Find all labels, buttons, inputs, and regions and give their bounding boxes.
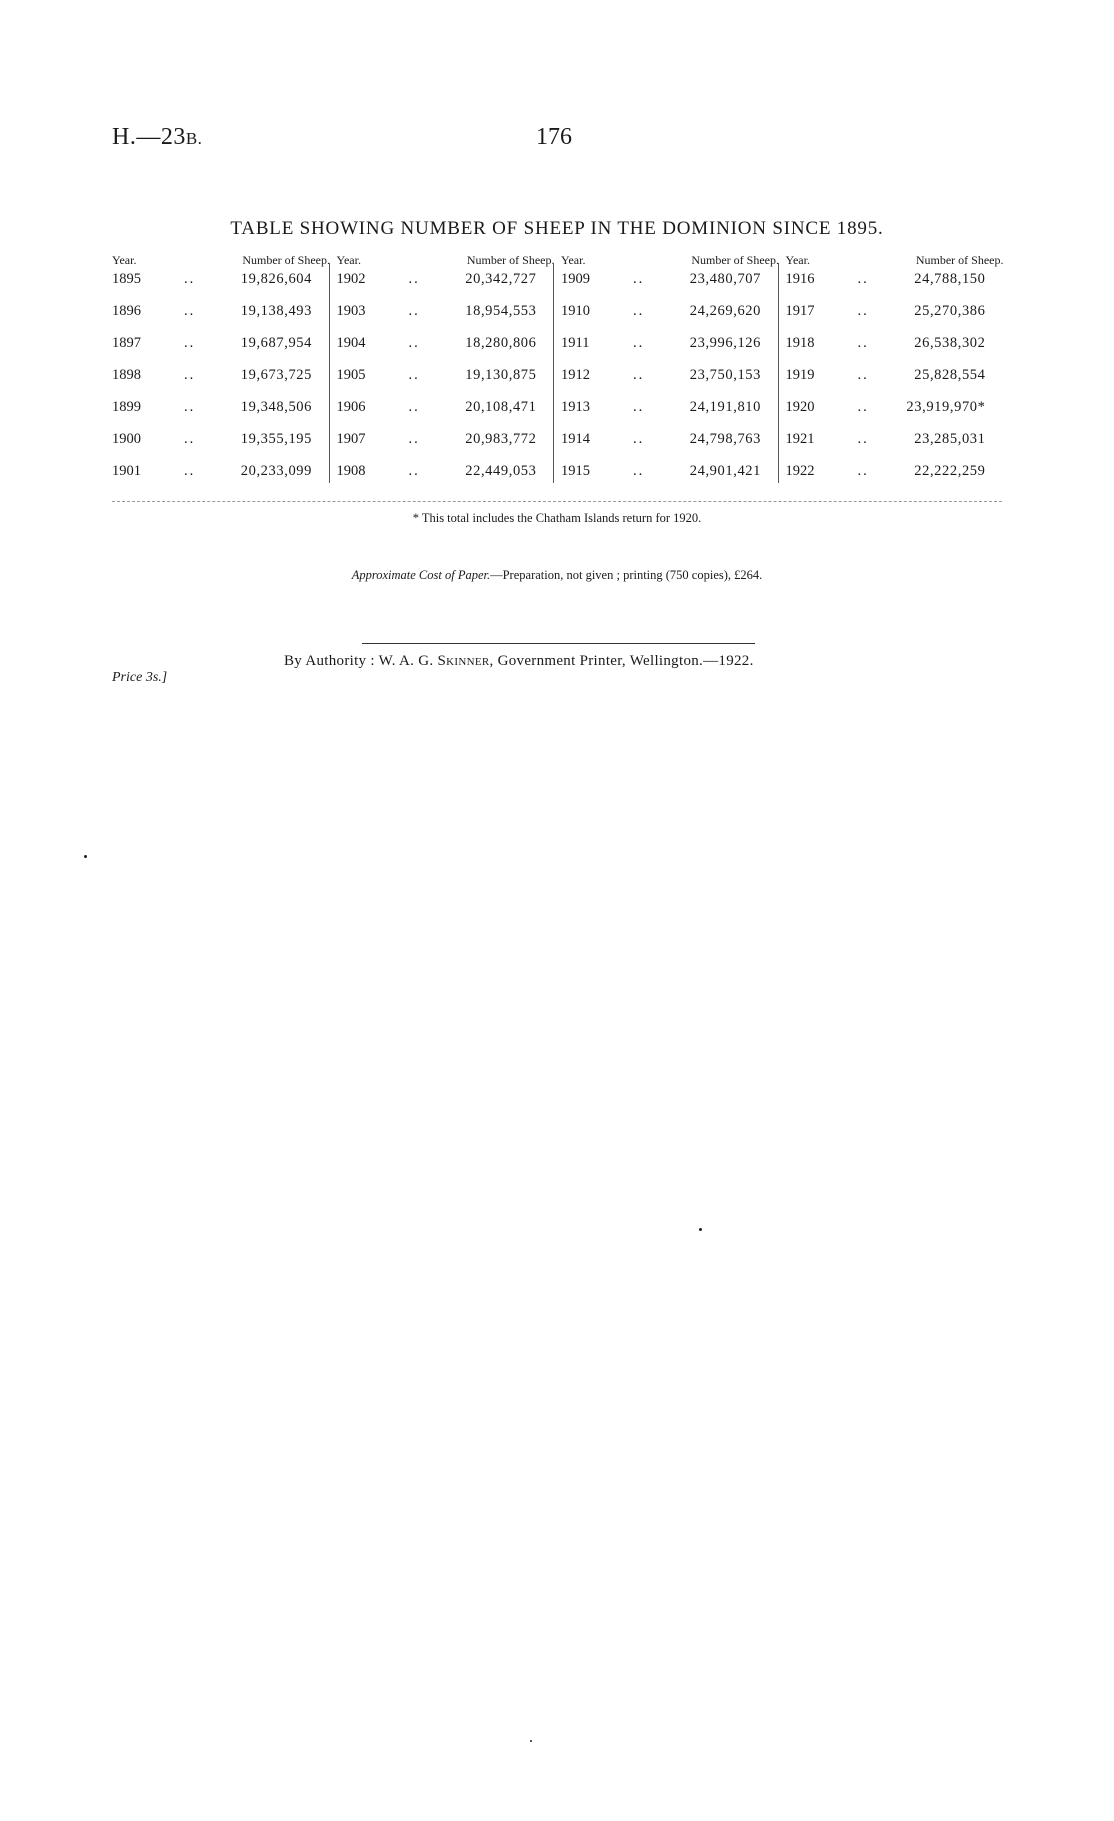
sheep-count-cell: 22,449,053: [465, 463, 537, 479]
sheep-count-cell: 24,269,620: [689, 303, 761, 319]
table-row: [333, 271, 557, 291]
year-cell: 1900: [112, 431, 141, 447]
table-bottom-rule: [112, 501, 1002, 502]
sheep-count-cell: 23,750,153: [689, 367, 761, 383]
sheep-count-cell: 23,480,707: [689, 271, 761, 287]
table-row: [782, 303, 1006, 323]
leader-dots: ..: [857, 431, 869, 447]
printer-name: Skinner: [437, 653, 490, 669]
table-row: [782, 271, 1006, 291]
scan-speck: [84, 855, 87, 858]
sheep-count-cell: 19,673,725: [240, 367, 312, 383]
leader-dots: ..: [184, 431, 196, 447]
year-cell: 1917: [785, 303, 815, 319]
header-year: Year.: [561, 253, 586, 267]
sheep-count-cell: 23,285,031: [914, 431, 986, 447]
table-column-group: [333, 253, 557, 485]
table-header-row: [108, 253, 332, 269]
table-header-row: [557, 253, 781, 269]
year-cell: 1914: [561, 431, 590, 447]
year-cell: 1911: [561, 335, 590, 351]
sheep-count-cell: 19,355,195: [240, 431, 312, 447]
leader-dots: ..: [633, 271, 645, 287]
scan-speck: [699, 1228, 702, 1231]
year-cell: 1920: [785, 399, 815, 415]
column-divider: [329, 263, 330, 483]
year-cell: 1921: [785, 431, 815, 447]
table-row: [333, 367, 557, 387]
sheep-count-cell: 19,138,493: [240, 303, 312, 319]
leader-dots: ..: [857, 367, 869, 383]
year-cell: 1907: [336, 431, 366, 447]
leader-dots: ..: [408, 431, 420, 447]
leader-dots: ..: [408, 271, 420, 287]
header-number-of-sheep: Number of Sheep.: [915, 253, 1004, 267]
year-cell: 1903: [336, 303, 366, 319]
table-row: [557, 335, 781, 355]
price-note: Price 3s.]: [112, 670, 168, 685]
header-number-of-sheep: Number of Sheep.: [242, 253, 330, 267]
table-row: [557, 463, 781, 483]
table-row: [557, 399, 781, 419]
year-cell: 1909: [561, 271, 590, 287]
sheep-count-cell: 18,954,553: [465, 303, 537, 319]
leader-dots: ..: [857, 463, 869, 479]
leader-dots: ..: [408, 367, 420, 383]
header-number-of-sheep: Number of Sheep.: [691, 253, 779, 267]
leader-dots: ..: [633, 367, 645, 383]
sheep-count-cell: 19,130,875: [465, 367, 537, 383]
footnote: * This total includes the Chatham Islands return for 1920.: [412, 511, 702, 525]
sheep-count-cell: 20,342,727: [465, 271, 537, 287]
table-row: [108, 303, 332, 323]
table-row: [782, 399, 1006, 419]
column-divider: [553, 263, 554, 483]
sheep-count-cell: 25,270,386: [914, 303, 986, 319]
year-cell: 1916: [785, 271, 815, 287]
sheep-count-cell: 24,798,763: [689, 431, 761, 447]
sheep-count-cell: 24,901,421: [689, 463, 761, 479]
table-row: [108, 335, 332, 355]
document-code: H.—23B.: [112, 124, 203, 150]
scan-speck: [530, 1740, 532, 1742]
leader-dots: ..: [184, 367, 196, 383]
authority-line: By Authority : W. A. G. Skinner, Government Printer, Wellington.—1922.: [284, 653, 754, 669]
separator-rule: [362, 643, 755, 644]
table-column-group: [108, 253, 332, 485]
year-cell: 1918: [785, 335, 815, 351]
leader-dots: ..: [633, 303, 645, 319]
cost-of-paper: [112, 568, 1002, 583]
cost-text: —Preparation, not given ; printing (750 copies), £264.: [490, 568, 763, 582]
year-cell: 1905: [336, 367, 366, 383]
year-cell: 1922: [785, 463, 815, 479]
table-row: [108, 463, 332, 483]
sheep-count-cell: 19,687,954: [240, 335, 312, 351]
page-number: 176: [536, 124, 572, 150]
leader-dots: ..: [408, 335, 420, 351]
cost-label: Approximate Cost of Paper.: [351, 568, 491, 582]
table-row: [108, 431, 332, 451]
sheep-count-cell: 23,919,970*: [906, 399, 986, 415]
table-row: [557, 303, 781, 323]
table-row: [333, 431, 557, 451]
year-cell: 1910: [561, 303, 590, 319]
year-cell: 1912: [561, 367, 590, 383]
table-column-group: [782, 253, 1006, 485]
leader-dots: ..: [857, 271, 869, 287]
sheep-count-cell: 24,191,810: [689, 399, 761, 415]
leader-dots: ..: [184, 303, 196, 319]
leader-dots: ..: [857, 335, 869, 351]
table-row: [333, 303, 557, 323]
sheep-count-cell: 26,538,302: [914, 335, 986, 351]
year-cell: 1899: [112, 399, 141, 415]
table-row: [557, 431, 781, 451]
year-cell: 1908: [336, 463, 366, 479]
table-row: [782, 335, 1006, 355]
leader-dots: ..: [633, 399, 645, 415]
table-row: [108, 367, 332, 387]
table-header-row: [782, 253, 1006, 269]
sheep-count-cell: 25,828,554: [914, 367, 986, 383]
table-row: [782, 367, 1006, 387]
leader-dots: ..: [184, 335, 196, 351]
table-header-row: [333, 253, 557, 269]
year-cell: 1906: [336, 399, 366, 415]
year-cell: 1897: [112, 335, 141, 351]
sheep-table: [108, 253, 1006, 485]
year-cell: 1896: [112, 303, 141, 319]
leader-dots: ..: [408, 303, 420, 319]
year-cell: 1898: [112, 367, 141, 383]
leader-dots: ..: [633, 431, 645, 447]
leader-dots: ..: [857, 399, 869, 415]
table-row: [108, 271, 332, 291]
year-cell: 1919: [785, 367, 815, 383]
table-row: [108, 399, 332, 419]
header-number-of-sheep: Number of Sheep.: [466, 253, 555, 267]
sheep-count-cell: 24,788,150: [914, 271, 986, 287]
leader-dots: ..: [408, 399, 420, 415]
column-divider: [778, 263, 779, 483]
year-cell: 1901: [112, 463, 141, 479]
header-year: Year.: [112, 253, 137, 267]
sheep-count-cell: 22,222,259: [914, 463, 986, 479]
sheep-count-cell: 20,108,471: [465, 399, 537, 415]
table-row: [782, 431, 1006, 451]
leader-dots: ..: [857, 303, 869, 319]
table-row: [333, 399, 557, 419]
year-cell: 1895: [112, 271, 141, 287]
table-title: TABLE SHOWING NUMBER OF SHEEP IN THE DOMINION SINCE 1895.: [230, 218, 884, 239]
year-cell: 1902: [336, 271, 366, 287]
sheep-count-cell: 19,826,604: [240, 271, 312, 287]
header-year: Year.: [785, 253, 810, 267]
table-row: [333, 463, 557, 483]
leader-dots: ..: [633, 335, 645, 351]
sheep-count-cell: 20,983,772: [465, 431, 537, 447]
sheep-count-cell: 23,996,126: [689, 335, 761, 351]
year-cell: 1913: [561, 399, 590, 415]
sheep-count-cell: 18,280,806: [465, 335, 537, 351]
sheep-count-cell: 19,348,506: [240, 399, 312, 415]
leader-dots: ..: [184, 399, 196, 415]
year-cell: 1904: [336, 335, 366, 351]
header-year: Year.: [336, 253, 361, 267]
table-row: [782, 463, 1006, 483]
table-row: [557, 367, 781, 387]
leader-dots: ..: [184, 271, 196, 287]
year-cell: 1915: [561, 463, 590, 479]
leader-dots: ..: [633, 463, 645, 479]
leader-dots: ..: [184, 463, 196, 479]
leader-dots: ..: [408, 463, 420, 479]
table-row: [333, 335, 557, 355]
sheep-count-cell: 20,233,099: [240, 463, 312, 479]
table-row: [557, 271, 781, 291]
table-column-group: [557, 253, 781, 485]
